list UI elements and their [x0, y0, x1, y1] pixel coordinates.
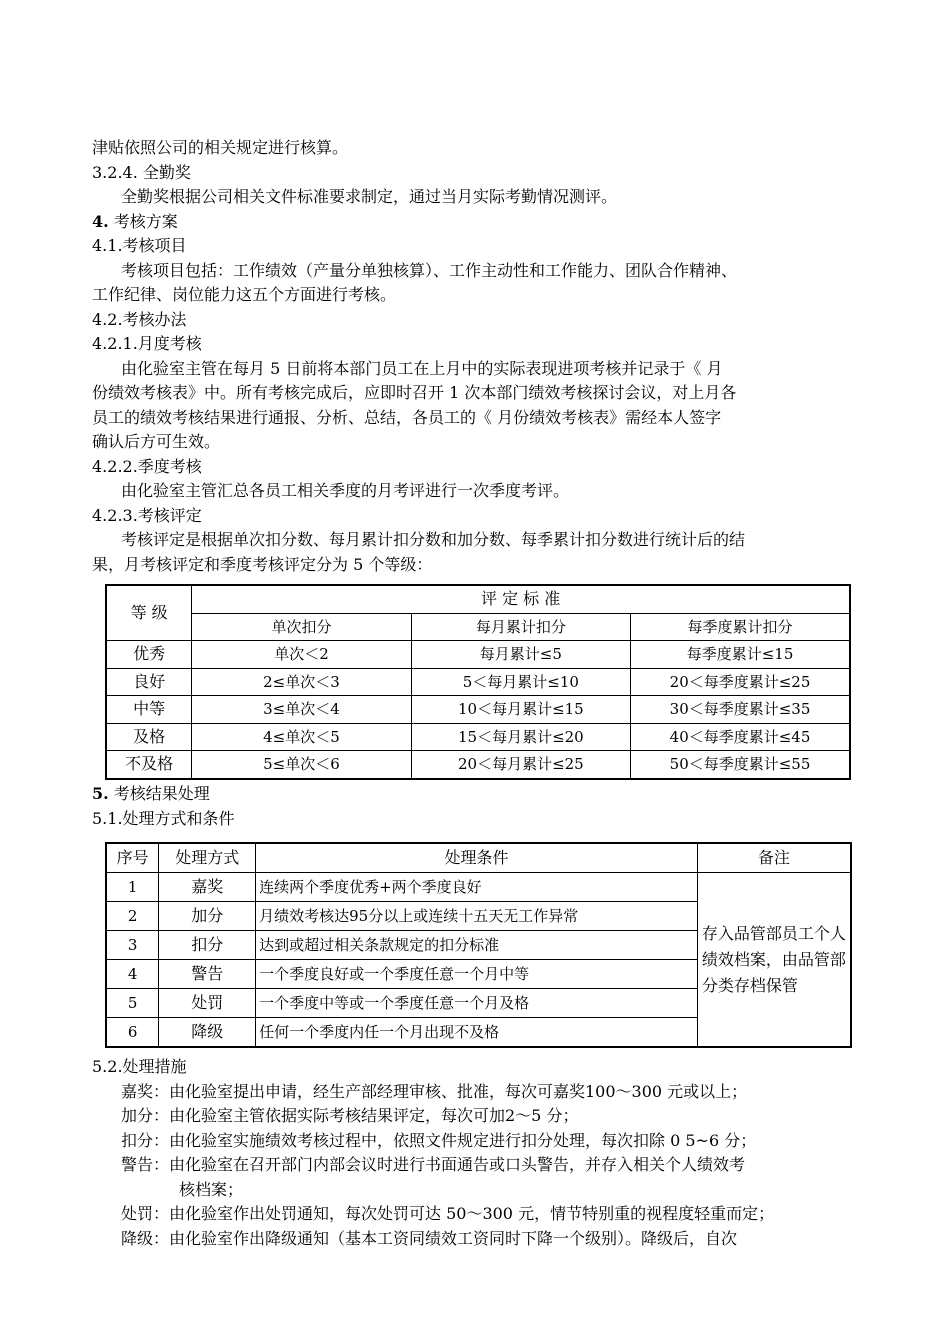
- measure-item: 嘉奖：由化验室提出申请，经生产部经理审核、批准，每次可嘉奖100～300 元或以上；: [121, 1081, 748, 1101]
- header-cell: 处理条件: [256, 843, 698, 873]
- subsection-heading: 4.2.2.季度考核: [92, 456, 202, 476]
- table-cell: 达到或超过相关条款规定的扣分标准: [256, 931, 698, 960]
- section-5: [92, 782, 862, 831]
- table-cell: 每季度累计≤15: [631, 641, 850, 669]
- measure-item: 扣分：由化验室实施绩效考核过程中，依照文件规定进行扣分处理，每次扣除 0 5~6 分；: [121, 1130, 757, 1150]
- table-cell: 6: [106, 1018, 159, 1048]
- paragraph: 全勤奖根据公司相关文件标准要求制定，通过当月实际考勤情况测评。: [121, 187, 618, 206]
- paragraph: 考核评定是根据单次扣分数、每月累计扣分数和加分数、每季累计扣分数进行统计后的结: [121, 530, 746, 549]
- table-cell: 3≤单次＜4: [192, 696, 411, 724]
- section-heading: 3.2.4. 全勤奖: [92, 162, 191, 182]
- table-cell: 警告: [159, 960, 256, 989]
- table-cell: 1: [106, 873, 159, 902]
- subsection-heading: 4.2.1.月度考核: [92, 334, 202, 353]
- sub-header: 每月累计扣分: [411, 613, 630, 641]
- header-cell: 序号: [106, 843, 159, 873]
- table-cell: 4: [106, 960, 159, 989]
- subsection-heading: 4.2.3.考核评定: [92, 505, 202, 525]
- paragraph: 员工的绩效考核结果进行通报、分析、总结，各员工的《 月份绩效考核表》需经本人签字: [92, 407, 722, 427]
- subsection-heading: 5.1.处理方式和条件: [92, 808, 235, 828]
- table-cell: 任何一个季度内任一个月出现不及格: [256, 1018, 698, 1048]
- table-row: [106, 723, 850, 751]
- note-cell: 存入品管部员工个人绩效档案，由品管部分类存档保管: [697, 873, 851, 1048]
- grade-header: 等 级: [106, 585, 192, 641]
- paragraph: 考核项目包括：工作绩效（产量分单独核算）、工作主动性和工作能力、团队合作精神、: [121, 260, 738, 280]
- subsection-heading: 4.2.考核办法: [92, 309, 187, 329]
- table-cell: 30＜每季度累计≤35: [631, 696, 850, 724]
- table-cell: 一个季度良好或一个季度任意一个月中等: [256, 960, 698, 989]
- table-cell: 嘉奖: [159, 873, 256, 902]
- table-cell: 5＜每月累计≤10: [411, 668, 630, 696]
- table-row: [106, 668, 850, 696]
- grade-cell: 不及格: [106, 751, 192, 779]
- paragraph: 份绩效考核表》中。所有考核完成后，应即时召开 1 次本部门绩效考核探讨会议，对上月各: [92, 383, 737, 402]
- table-cell: 降级: [159, 1018, 256, 1048]
- header-cell: 备注: [697, 843, 851, 873]
- table-cell: 3: [106, 931, 159, 960]
- section-heading-4: [92, 210, 862, 235]
- measure-item: 处罚：由化验室作出处罚通知，每次处罚可达 50～300 元，情节特别重的视程度轻重而定；: [121, 1204, 775, 1223]
- table-cell: 加分: [159, 902, 256, 931]
- grade-table: [105, 584, 851, 780]
- paragraph: 确认后方可生效。: [92, 432, 221, 451]
- table-cell: 50＜每季度累计≤55: [631, 751, 850, 779]
- result-table: [105, 842, 852, 1048]
- table-row: [106, 641, 850, 669]
- table-cell: 20＜每季度累计≤25: [631, 668, 850, 696]
- grade-cell: 中等: [106, 696, 192, 724]
- measure-item: 警告：由化验室在召开部门内部会议时进行书面通告或口头警告，并存入相关个人绩效考: [121, 1155, 746, 1174]
- measure-item-continuation: 核档案；: [179, 1179, 244, 1199]
- table-row: [106, 751, 850, 779]
- table-cell: 2: [106, 902, 159, 931]
- paragraph: 由化验室主管汇总各员工相关季度的月考评进行一次季度考评。: [121, 481, 570, 500]
- table-cell: 2≤单次＜3: [192, 668, 411, 696]
- table-cell: 处罚: [159, 989, 256, 1018]
- section-title: 考核方案: [108, 211, 178, 231]
- grade-cell: 良好: [106, 668, 192, 696]
- table-row: [106, 873, 851, 902]
- section-heading-5: [92, 782, 862, 807]
- sub-header: 每季度累计扣分: [631, 613, 850, 641]
- sub-header: 单次扣分: [192, 613, 411, 641]
- section-number: 4.: [92, 211, 109, 231]
- table-cell: 5: [106, 989, 159, 1018]
- section-number: 5.: [92, 784, 109, 803]
- table-cell: 连续两个季度优秀+两个季度良好: [256, 873, 698, 902]
- table-cell: 月绩效考核达95分以上或连续十五天无工作异常: [256, 902, 698, 931]
- standard-header: 评 定 标 准: [192, 585, 850, 613]
- paragraph: 工作纪律、岗位能力这五个方面进行考核。: [92, 285, 397, 304]
- table-cell: 一个季度中等或一个季度任意一个月及格: [256, 989, 698, 1018]
- grade-cell: 优秀: [106, 641, 192, 669]
- table-cell: 单次＜2: [192, 641, 411, 669]
- table-cell: 15＜每月累计≤20: [411, 723, 630, 751]
- paragraph: 由化验室主管在每月 5 日前将本部门员工在上月中的实际表现进项考核并记录于《 月: [121, 358, 723, 378]
- table-cell: 20＜每月累计≤25: [411, 751, 630, 779]
- subsection-heading: 4.1.考核项目: [92, 236, 187, 255]
- table-cell: 扣分: [159, 931, 256, 960]
- paragraph: 果，月考核评定和季度考核评定分为 5 个等级：: [92, 554, 433, 574]
- table-cell: 5≤单次＜6: [192, 751, 411, 779]
- paragraph: 津贴依照公司的相关规定进行核算。: [92, 138, 349, 157]
- table-cell: 40＜每季度累计≤45: [631, 723, 850, 751]
- table-cell: 每月累计≤5: [411, 641, 630, 669]
- document-body: [92, 136, 862, 577]
- table-cell: 10＜每月累计≤15: [411, 696, 630, 724]
- measure-item: 降级：由化验室作出降级通知（基本工资同绩效工资同时下降一个级别）。降级后，自次: [121, 1228, 738, 1248]
- table-cell: 4≤单次＜5: [192, 723, 411, 751]
- header-cell: 处理方式: [159, 843, 256, 873]
- subsection-heading: 5.2.处理措施: [92, 1057, 187, 1076]
- table-row: [106, 696, 850, 724]
- section-title: 考核结果处理: [108, 784, 210, 803]
- section-5-2: [92, 1055, 862, 1251]
- grade-cell: 及格: [106, 723, 192, 751]
- measure-item: 加分：由化验室主管依据实际考核结果评定，每次可加2～5 分；: [121, 1106, 579, 1125]
